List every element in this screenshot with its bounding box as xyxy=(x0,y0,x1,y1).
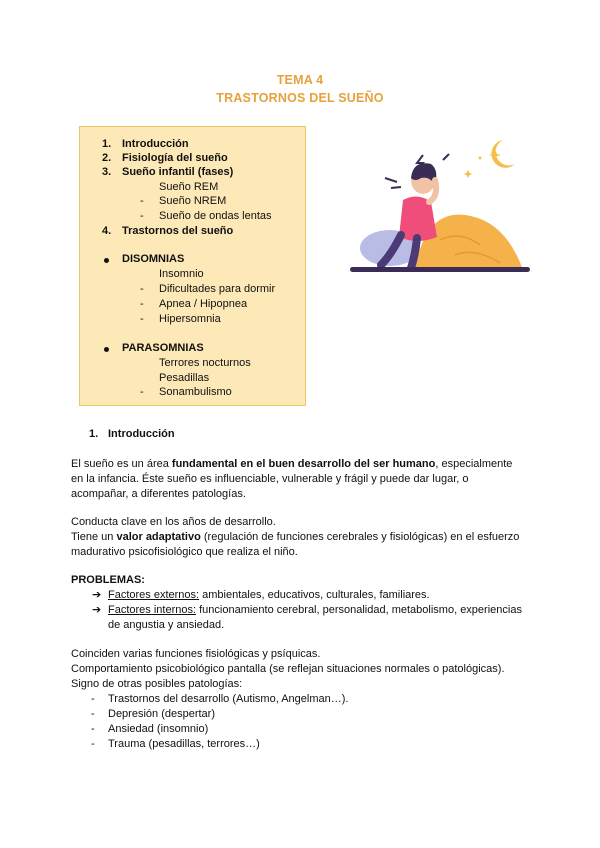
paragraph-line: acompañar, a diferentes patologías. xyxy=(71,488,246,500)
document-title-topic: TEMA 4 xyxy=(276,73,324,87)
toc-subitem: Terrores nocturnos xyxy=(159,357,251,369)
bullet-marker xyxy=(104,258,109,263)
paragraph-line: Signo de otras posibles patologías: xyxy=(71,678,243,690)
problem-item-external xyxy=(108,588,430,603)
toc-item-sueno-infantil: Sueño infantil (fases) xyxy=(122,166,234,178)
toc-subitem: Sonambulismo xyxy=(159,386,232,398)
emphasis-text: fundamental en el buen desarrollo del ser humano xyxy=(171,458,436,470)
toc-group-parasomnias: PARASOMNIAS xyxy=(122,342,204,354)
toc-subitem: Dificultades para dormir xyxy=(159,283,276,295)
toc-number: 4. xyxy=(102,225,112,237)
dash-marker: - xyxy=(140,195,144,207)
underlined-label: Factores externos: xyxy=(108,589,200,601)
list-item: Ansiedad (insomnio) xyxy=(108,723,209,735)
toc-subitem: Sueño de ondas lentas xyxy=(159,210,272,222)
toc-subitem: Sueño REM xyxy=(159,181,219,193)
sleepless-woman-illustration xyxy=(345,130,535,280)
text-run: El sueño es un área xyxy=(71,458,172,470)
paragraph-line: Coinciden varias funciones fisiológicas y psíquicas. xyxy=(71,648,321,660)
toc-item-introduccion: Introducción xyxy=(122,138,189,150)
toc-subitem: Pesadillas xyxy=(159,372,210,384)
toc-number: 3. xyxy=(102,166,112,178)
toc-item-trastornos: Trastornos del sueño xyxy=(122,225,234,237)
dash-marker: - xyxy=(140,283,144,295)
arrow-icon: ➔ xyxy=(92,604,102,616)
text-run: , especialmente xyxy=(435,458,513,470)
toc-item-fisiologia: Fisiología del sueño xyxy=(122,152,228,164)
dash-marker: - xyxy=(140,298,144,310)
dash-marker: - xyxy=(91,693,95,705)
toc-subitem: Apnea / Hipopnea xyxy=(159,298,248,310)
emphasis-text: valor adaptativo xyxy=(116,531,201,543)
dash-marker: - xyxy=(140,313,144,325)
paragraph-line xyxy=(71,457,512,472)
bullet-marker xyxy=(104,347,109,352)
dash-marker: - xyxy=(140,386,144,398)
list-item: Trastornos del desarrollo (Autismo, Angelman…). xyxy=(108,693,349,705)
dash-marker: - xyxy=(91,738,95,750)
problems-heading: PROBLEMAS: xyxy=(71,574,145,586)
dash-marker: - xyxy=(91,723,95,735)
text-run: (regulación de funciones cerebrales y fisiológicas) en el esfuerzo xyxy=(200,531,520,543)
toc-subitem: Hipersomnia xyxy=(159,313,221,325)
list-item: Depresión (despertar) xyxy=(108,708,215,720)
paragraph-line: de angustia y ansiedad. xyxy=(108,619,225,631)
text-run: funcionamiento cerebral, personalidad, metabolismo, experiencias xyxy=(196,604,522,616)
paragraph-line: en la infancia. Éste sueño es influenciable, vulnerable y frágil y puede dar lugar, o xyxy=(71,473,469,485)
list-item: Trauma (pesadillas, terrores…) xyxy=(108,738,260,750)
section-heading-introduccion: Introducción xyxy=(108,428,175,440)
paragraph-line xyxy=(71,530,519,545)
dash-marker: - xyxy=(140,210,144,222)
toc-subitem: Insomnio xyxy=(159,268,204,280)
underlined-label: Factores internos: xyxy=(108,604,197,616)
paragraph-line: Comportamiento psicobiológico pantalla (se reflejan situaciones normales o patológicas). xyxy=(71,663,505,675)
paragraph-line: madurativo psicofisiológico que realiza el niño. xyxy=(71,546,298,558)
toc-subitem: Sueño NREM xyxy=(159,195,227,207)
toc-group-disomnias: DISOMNIAS xyxy=(122,253,185,265)
paragraph-line: Conducta clave en los años de desarrollo. xyxy=(71,516,276,528)
toc-number: 1. xyxy=(102,138,112,150)
document-title: TRASTORNOS DEL SUEÑO xyxy=(216,91,384,105)
table-of-contents xyxy=(79,126,306,406)
toc-number: 2. xyxy=(102,152,112,164)
text-run: ambientales, educativos, culturales, familiares. xyxy=(199,589,430,601)
text-run: Tiene un xyxy=(71,531,117,543)
problem-item-internal xyxy=(108,603,522,618)
dash-marker: - xyxy=(91,708,95,720)
section-number: 1. xyxy=(89,428,99,440)
arrow-icon: ➔ xyxy=(92,589,102,601)
